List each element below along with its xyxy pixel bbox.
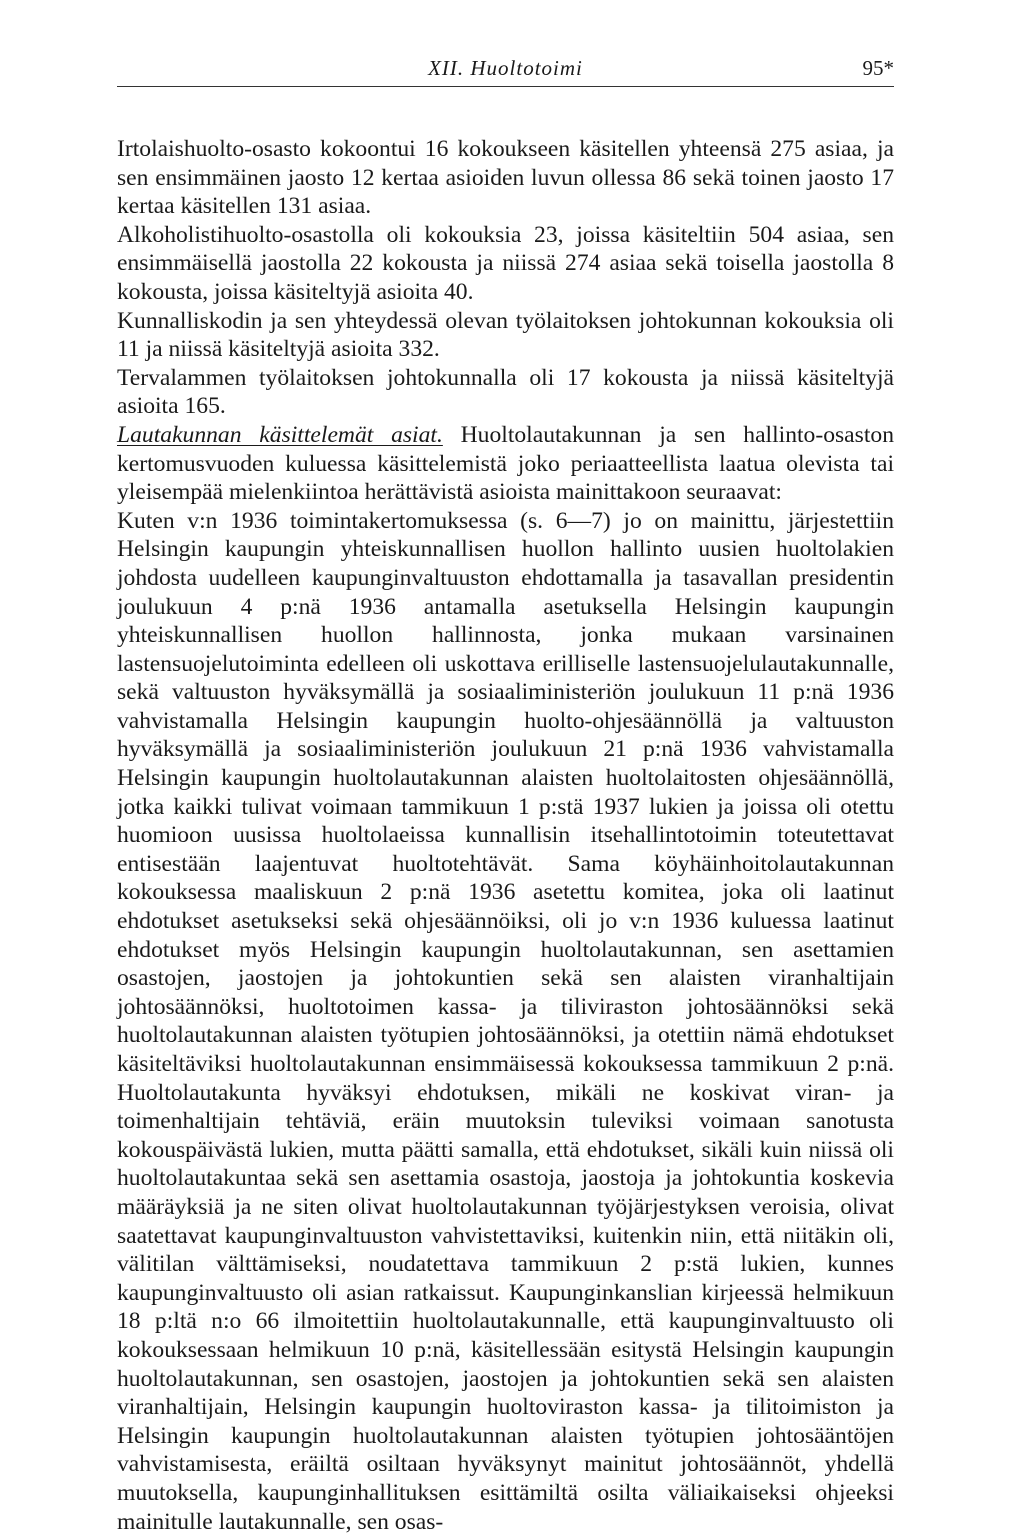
paragraph-tervalampi: Tervalammen työlaitoksen johtokunnalla oli 17 kokousta ja niissä käsiteltyjä asioita 165. xyxy=(117,364,894,420)
document-page xyxy=(117,52,894,1536)
page-number: 95* xyxy=(862,56,894,80)
paragraph-irtolaishuolto: Irtolaishuolto-osasto kokoontui 16 kokoukseen käsitellen yhteensä 275 asiaa, ja sen ensimmäinen jaosto 12 kertaa asioiden luvun ollessa 86 sekä toinen jaosto 17 kertaa käsitellen 131 asiaa. xyxy=(117,136,894,220)
section-paragraph xyxy=(117,421,894,507)
running-header xyxy=(117,52,894,87)
paragraph-alkoholistihuolto: Alkoholistihuolto-osastolla oli kokouksia 23, joissa käsiteltiin 504 asiaa, sen ensimmäisellä jaostolla 22 kokousta ja niissä 274 asiaa sekä toisella jaostolla 8 kokousta, joissa käsiteltyjä asioita 40. xyxy=(117,221,894,305)
paragraph-kunnalliskoti: Kunnalliskodin ja sen yhteydessä olevan työlaitoksen johtokunnan kokouksia oli 11 ja niissä käsiteltyjä asioita 332. xyxy=(117,307,894,363)
paragraph-hallinto: Kuten v:n 1936 toimintakertomuksessa (s. 6—7) jo on mainittu, järjestettiin Helsingin kaupungin yhteiskunnallisen huollon hallinto uusien huoltolakien johdosta uudelleen kaupunginvaltuuston ehdottamalla ja tasavallan presidentin joulukuun 4 p:nä 1936 antamalla asetuksella Helsingin kaupungin yhteiskunnallisen huollon hallinnosta, jonka mukaan varsinainen lastensuojelutoiminta edelleen oli uskottava erilliselle lastensuojelulautakunnalle, sekä valtuuston hyväksymällä ja sosiaaliministeriön joulukuun 11 p:nä 1936 vahvistamalla Helsingin kaupungin huolto-ohjesäännöllä ja valtuuston hyväksymällä ja sosiaaliministeriön joulukuun 21 p:nä 1936 vahvistamalla Helsingin kaupungin huoltolautakunnan alaisten huoltolaitosten ohjesäännöllä, jotka kaikki tulivat voimaan tammikuun 1 p:stä 1937 lukien ja joissa oli otettu huomioon uusissa huoltolaeissa kunnallisin itsehallintotoimin toteutettavat entisestään laajentuvat huoltotehtävät. Sama köyhäinhoitolautakunnan kokouksessa maaliskuun 2 p:nä 1936 asetettu komitea, joka oli laatinut ehdotukset asetukseksi sekä ohjesäännöiksi, oli jo v:n 1936 kuluessa laatinut ehdotukset myös Helsingin kaupungin huoltolautakunnan, sen asettamien osastojen, jaostojen ja johtokuntien sekä sen alaisten viranhaltijain johtosäännöksi, huoltotoimen kassa- ja tiliviraston johtosäännöksi sekä huoltolautakunnan alaisten työtupien johtosäännöksi, ja otettiin nämä ehdotukset käsiteltäviksi huoltolautakunnan ensimmäisessä kokouksessa tammikuun 2 p:nä. Huoltolautakunta hyväksyi ehdotuksen, mikäli ne koskivat viran- ja toimenhaltijain tehtäviä, eräin muutoksin tuleviksi voimaan sanotusta kokouspäivästä lukien, mutta päätti samalla, että ehdotukset, sikäli kuin niissä oli huoltolautakuntaa sekä sen asettamia osastoja, jaostoja ja johtokuntia koskevia määräyksiä ja ne siten olivat huoltolautakunnan työjärjestyksen veroisia, olivat saatettavat kaupunginvaltuuston vahvistettaviksi, kuitenkin niin, että niitäkin oli, välitilan välttämiseksi, noudatettava tammikuun 2 p:stä lukien, kunnes kaupunginvaltuusto oli asian ratkaissut. Kaupunginkanslian kirjeessä helmikuun 18 p:ltä n:o 66 ilmoitettiin huoltolautakunnalle, että kaupunginvaltuusto oli kokouksessaan helmikuun 10 p:nä, käsitellessään esitystä Helsingin kaupungin huoltolautakunnan, sen osastojen, jaostojen ja johtokuntien sekä sen alaisten viranhaltijain, Helsingin kaupungin huoltoviraston kassa- ja tilitoimiston ja Helsingin kaupungin huoltolautakunnan alaisten työtupien johtosääntöjen vahvistamisesta, eräiltä osiltaan hyväksynyt mainitut johtosäännöt, yhdellä muutoksella, kaupunginhallituksen esittämiltä osilta väliaikaiseksi ohjeeksi mainitulle lautakunnalle, sen osas- xyxy=(117,507,894,1535)
chapter-title: XII. Huoltotoimi xyxy=(428,56,583,80)
section-heading: Lautakunnan käsittelemät asiat. xyxy=(117,421,443,448)
body-text xyxy=(117,135,894,1536)
section-intro: Huoltolautakunnan ja sen hallinto-osaston kertomusvuoden kuluessa käsittelemistä joko periaatteellista laatua olevista tai yleisempää mielenkiintoa herättävistä asioista mainittakoon seuraavat: xyxy=(117,421,894,506)
